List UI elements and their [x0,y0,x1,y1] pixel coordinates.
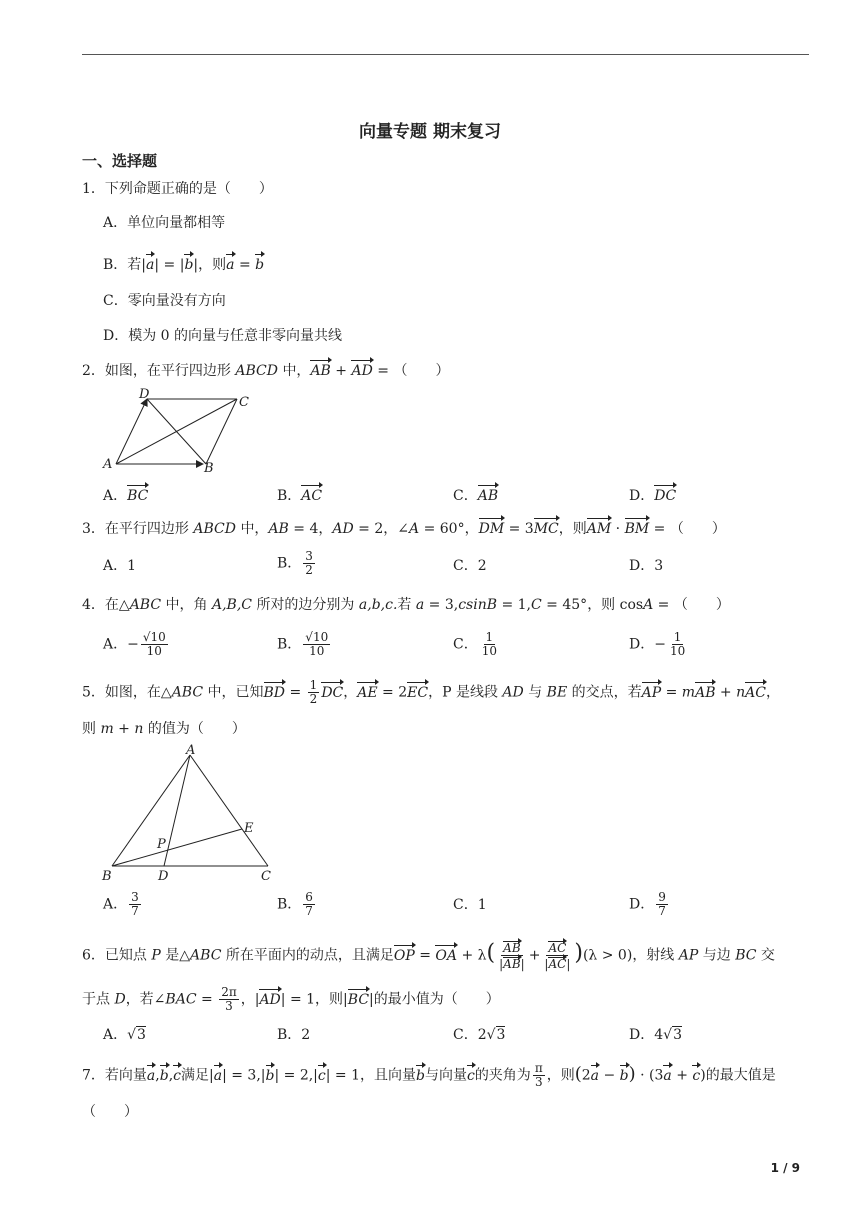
q6-stem: 6．已知点 P 是△ABC 所在平面内的动点，且满足OP = OA + λ( $\frac{AB}{|AB|}$ + $\frac{AC}{|AC|}$ )(λ > 0)，射线 AP 与边 BC 交 [82,940,775,971]
q6-stem-line2: 于点 D，若∠BAC = $\frac{2\pi}{3}$ ，|AD| = 1，则|BC|的最小值为（ ） [82,985,500,1013]
q2-label-d: D [139,387,150,402]
q1-option-c: C．零向量没有方向 [103,293,226,309]
q2-label-a: A [103,457,113,472]
q4-option-b: B． $\frac{√10}{10}$ [277,630,329,658]
q5-label-e: E [244,821,254,836]
page-number: 1 / 9 [770,1161,800,1175]
q3-option-a: A．1 [103,558,137,574]
q5-label-a: A [186,744,196,758]
q2-option-a: A．BC [103,484,148,506]
q4-option-c: C． $\frac{1}{10}$ [453,630,497,658]
q2-option-b: B．AC [277,484,322,506]
q5-triangle-figure [98,744,288,884]
section-heading: 一、选择题 [82,152,158,170]
q4-option-a: A．− $\frac{√10}{10}$ [103,630,166,658]
q2-stem: 2．如图，在平行四边形 ABCD 中，AB + AD = （ ） [82,359,449,381]
q4-option-d: D．− $\frac{1}{10}$ [629,630,686,658]
q2-option-d: D．DC [629,484,676,506]
q5-label-p: P [157,837,166,852]
q1-option-b: B．若|a| = |b|，则a = b [103,253,264,275]
q2-option-c: C．AB [453,484,498,506]
header-rule [82,54,809,55]
q7-stem-line2: （ ） [82,1104,138,1120]
q4-stem: 4．在△ABC 中，角 A,B,C 所对的边分别为 a,b,c.若 a = 3,csinB = 1,C = 45°，则 cosA = （ ） [82,597,730,613]
q5-label-b: B [102,869,112,884]
q6-option-b: B．2 [277,1027,311,1043]
q6-option-c: C．2√3 [453,1027,506,1043]
q5-label-d: D [158,869,169,884]
q1-option-d: D．模为 0 的向量与任意非零向量共线 [103,328,343,344]
q6-option-d: D．4√3 [629,1027,682,1043]
q3-option-c: C．2 [453,558,487,574]
q2-label-c: C [239,395,249,410]
q5-stem-line2: 则 m + n 的值为（ ） [82,721,246,737]
q5-option-c: C．1 [453,897,487,913]
q3-option-b: B． $\frac{3}{2}$ [277,549,313,577]
q2-label-b: B [204,461,214,476]
q5-option-d: D． $\frac{9}{7}$ [629,890,666,918]
q7-stem: 7．若向量a,b,c满足|a| = 3,|b| = 2,|c| = 1，且向量b与向量c的夹角为 $\frac{\pi}{3}$ ，则(2a − b) · (3a + c)的最大值是 [82,1061,776,1089]
q1-stem: 1．下列命题正确的是（ ） [82,181,273,197]
page-title: 向量专题 期末复习 [359,122,501,142]
q1-option-a: A．单位向量都相等 [103,215,226,231]
q5-label-c: C [261,869,271,884]
q6-option-a: A．√3 [103,1027,146,1043]
q3-option-d: D．3 [629,558,664,574]
q2-parallelogram-figure [98,384,268,476]
q5-option-b: B． $\frac{6}{7}$ [277,890,313,918]
q5-stem: 5．如图，在△ABC 中，已知BD = $\frac{1}{2}$ DC，AE = 2EC，P 是线段 AD 与 BE 的交点，若AP = mAB + nAC， [82,678,780,706]
q3-stem: 3．在平行四边形 ABCD 中，AB = 4，AD = 2，∠A = 60°，DM = 3MC，则AM · BM = （ ） [82,517,726,539]
q5-option-a: A． $\frac{3}{7}$ [103,890,139,918]
